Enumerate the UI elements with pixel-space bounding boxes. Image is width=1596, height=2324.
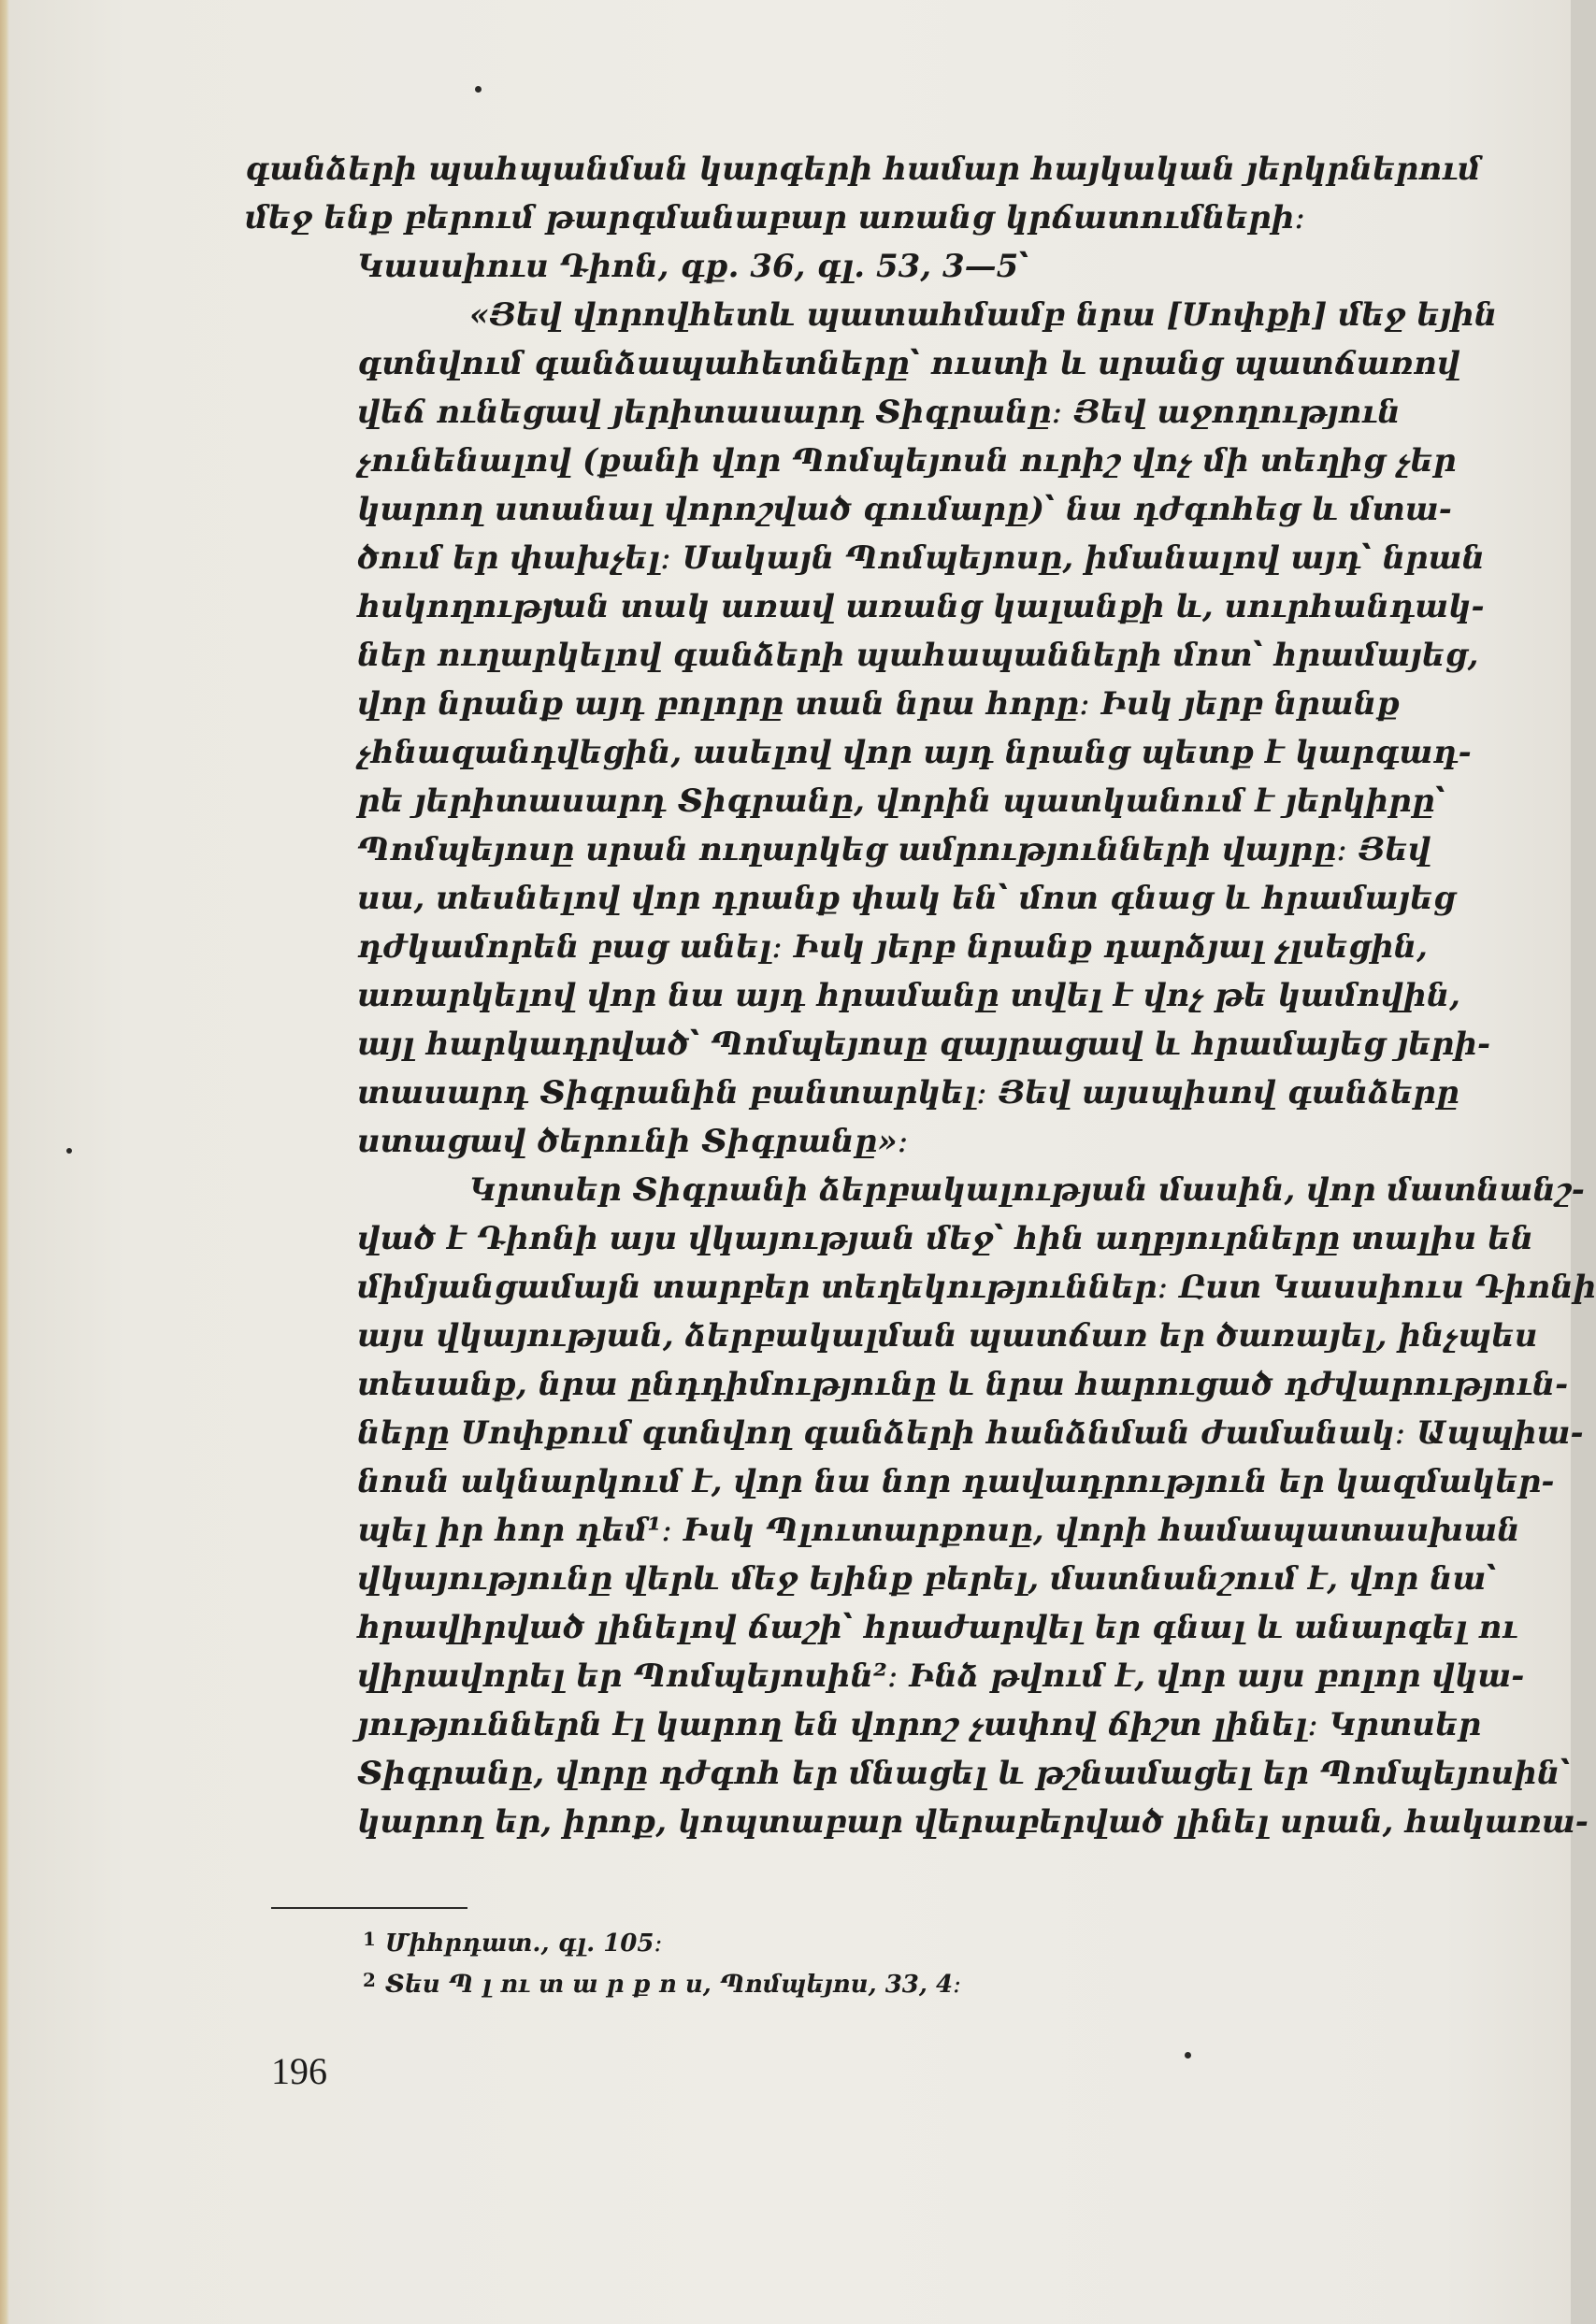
page-text: [245, 145, 1596, 1846]
text-line: վեճ ունեցավ յերիտասարդ Տիգրանը։ Յեվ աջողություն: [357, 394, 1401, 431]
footnote-text: Տես Պ լ ու տ ա ր ք ո ս, Պոմպեյոս, 33, 4։: [384, 1971, 961, 1999]
text-line: չհնազանդվեցին, ասելով վոր այդ նրանց պետք է կարգադ-: [357, 734, 1472, 771]
page-number: 196: [271, 2050, 327, 2092]
ink-speck: [475, 86, 482, 93]
text-line: րե յերիտասարդ Տիգրանը, վորին պատկանում է յերկիրը՝: [357, 782, 1445, 820]
ink-speck: [66, 1148, 72, 1154]
text-line: կարող ստանալ վորոշված գումարը)՝ նա դժգոհեց և մտա-: [357, 491, 1452, 528]
text-line: տեսանք, նրա ընդդիմությունը և նրա հարուցած դժվարություն-: [357, 1366, 1569, 1403]
footnote-mark: 2: [363, 1969, 376, 1991]
text-line: նոսն ակնարկում է, վոր նա նոր դավադրություն եր կազմակեր-: [357, 1463, 1555, 1500]
text-line: հսկողության տակ առավ առանց կալանքի և, սուրհանդակ-: [357, 588, 1485, 625]
text-line: վոր նրանք այդ բոլորը տան նրա հորը։ Իսկ յերբ նրանք: [357, 685, 1401, 723]
text-line: դժկամորեն բաց անել։ Իսկ յերբ նրանք դարձյալ չլսեցին,: [357, 928, 1428, 966]
text-line: միմյանցամայն տարբեր տեղեկություններ։ Ըստ Կասսիուս Դիոնի: [357, 1269, 1596, 1306]
text-line: ված է Դիոնի այս վկայության մեջ՝ հին աղբյուրները տալիս են: [357, 1220, 1534, 1257]
text-line: յություններն էլ կարող են վորոշ չափով ճիշտ լինել։ Կրտսեր: [357, 1706, 1482, 1743]
text-line: գտնվում գանձապահետները՝ ուստի և սրանց պատճառով: [357, 345, 1460, 382]
text-line: մեջ ենք բերում թարգմանաբար առանց կրճատումների։: [245, 199, 1305, 237]
text-line: չունենալով (քանի վոր Պոմպեյոսն ուրիշ վոչ մի տեղից չեր: [357, 442, 1457, 480]
text-line: Պոմպեյոսը սրան ուղարկեց ամրությունների վայրը։ Յեվ: [357, 831, 1431, 868]
text-line: Կրտսեր Տիգրանի ձերբակալության մասին, վոր մատնանշ-: [469, 1171, 1585, 1209]
page-edge: [0, 0, 9, 2324]
footnote: [363, 1918, 961, 1959]
text-line: գանձերի պահպանման կարգերի համար հայկական յերկրներում: [245, 151, 1481, 188]
text-line: վկայությունը վերև մեջ եյինք բերել, մատնանշում է, վոր նա՝: [357, 1560, 1497, 1598]
text-line: վիրավորել եր Պոմպեյոսին²։ Ինձ թվում է, վոր այս բոլոր վկա-: [357, 1657, 1525, 1695]
text-line: ներ ուղարկելով գանձերի պահապանների մոտ՝ հրամայեց,: [357, 637, 1479, 674]
footnote-text: Միհրդատ., գլ. 105։: [384, 1929, 663, 1958]
ink-speck: [1185, 2052, 1191, 2059]
text-line: պել իր հոր դեմ¹։ Իսկ Պլուտարքոսը, վորի համապատասխան: [357, 1512, 1520, 1549]
text-line: տասարդ Տիգրանին բանտարկել։ Յեվ այսպիսով գանձերը: [357, 1074, 1459, 1112]
text-line: հրավիրված լինելով ճաշի՝ հրաժարվել եր գնալ և անարգել ու: [357, 1609, 1518, 1646]
text-line: ծում եր փախչել։ Սակայն Պոմպեյոսը, իմանալով այդ՝ նրան: [357, 539, 1485, 577]
text-line: կարող եր, իրոք, կոպտաբար վերաբերված լինել սրան, հակառա-: [357, 1803, 1589, 1841]
text-line: ները Սոփքում գտնվող գանձերի հանձնման ժամանակ։ Ապպիա-: [357, 1414, 1584, 1452]
footnote-mark: 1: [363, 1928, 376, 1950]
text-line: «Յեվ վորովհետև պատահմամբ նրա [Սոփքի] մեջ եյին: [469, 296, 1498, 334]
text-line: ստացավ ծերունի Տիգրանը»։: [357, 1123, 909, 1160]
text-line: առարկելով վոր նա այդ հրամանը տվել է վոչ թե կամովին,: [357, 977, 1460, 1014]
text-line: Տիգրանը, վորը դժգոհ եր մնացել և թշնամացել եր Պոմպեյոսին՝: [357, 1755, 1571, 1792]
text-line: այս վկայության, ձերբակալման պատճառ եր ծառայել, ինչպես: [357, 1317, 1538, 1355]
footnote-divider: [271, 1907, 467, 1909]
text-line: այլ հարկադրված՝ Պոմպեյոսը զայրացավ և հրամայեց յերի-: [357, 1026, 1491, 1063]
footnote: [363, 1959, 961, 2001]
text-line: Կասսիուս Դիոն, գք. 36, գլ. 53, 3—5՝: [357, 248, 1029, 285]
text-line: սա, տեսնելով վոր դրանք փակ են՝ մոտ գնաց և հրամայեց: [357, 880, 1456, 917]
footnotes: [363, 1918, 961, 2001]
